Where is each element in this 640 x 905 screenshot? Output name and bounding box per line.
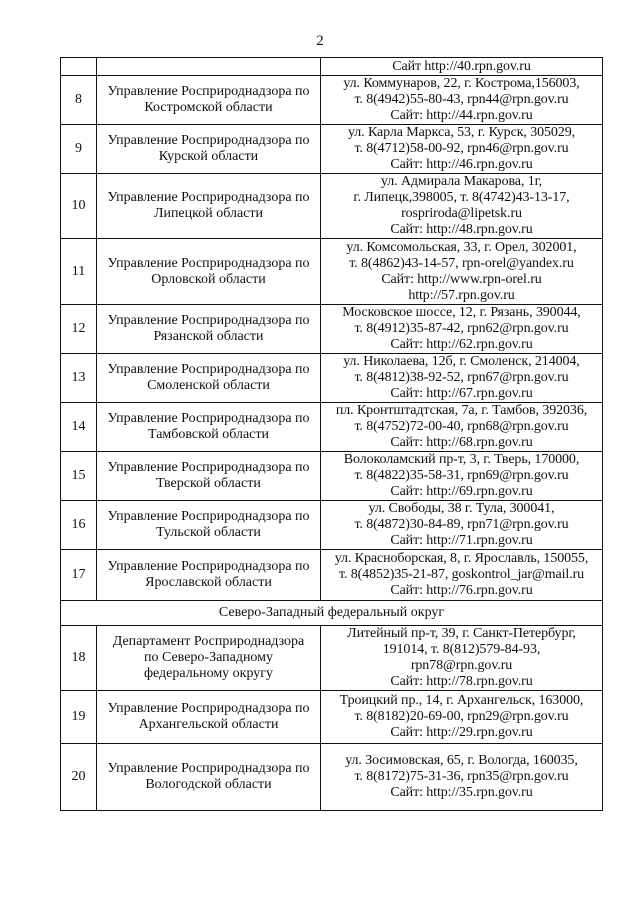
cell-line: т. 8(4822)35-58-31, rpn69@rpn.gov.ru <box>354 468 569 483</box>
office-address-cell <box>321 403 603 452</box>
cell-line: т. 8(4752)72-00-40, rpn68@rpn.gov.ru <box>354 419 569 434</box>
row-number-cell: 11 <box>61 239 97 305</box>
cell-line: ул. Красноборская, 8, г. Ярославль, 150055, <box>334 551 589 566</box>
office-name-cell <box>97 76 321 125</box>
offices-table-body <box>61 58 603 811</box>
cell-line: ул. Николаева, 12б, г. Смоленск, 214004, <box>343 354 580 369</box>
cell-line: Сайт: http://71.rpn.gov.ru <box>390 533 533 548</box>
office-address-cell <box>321 58 603 76</box>
office-name-cell <box>97 58 321 76</box>
cell-line: Управление Росприроднадзора по <box>107 701 310 716</box>
cell-line: т. 8(4852)35-21-87, goskontrol_jar@mail.ru <box>338 567 585 582</box>
table-row <box>61 626 603 691</box>
row-number-cell: 16 <box>61 501 97 550</box>
cell-line: ул. Свободы, 38 г. Тула, 300041, <box>368 501 555 516</box>
row-number-cell: 18 <box>61 626 97 691</box>
row-number-cell <box>61 58 97 76</box>
office-name-cell <box>97 501 321 550</box>
cell-line: Троицкий пр., 14, г. Архангельск, 163000, <box>339 693 584 708</box>
cell-line: т. 8(4872)30-84-89, rpn71@rpn.gov.ru <box>354 517 569 532</box>
cell-line: Управление Росприроднадзора по <box>107 411 310 426</box>
cell-line: Московское шоссе, 12, г. Рязань, 390044, <box>342 305 581 320</box>
row-number-cell: 9 <box>61 125 97 174</box>
table-row <box>61 452 603 501</box>
cell-line: Липецкой области <box>153 206 264 221</box>
cell-line: Ярославской области <box>145 575 272 590</box>
office-name-cell <box>97 305 321 354</box>
cell-line: т. 8(4812)38-92-52, rpn67@rpn.gov.ru <box>354 370 569 385</box>
cell-line: Сайт: http://69.rpn.gov.ru <box>390 484 533 499</box>
table-row <box>61 501 603 550</box>
office-name-cell <box>97 354 321 403</box>
row-number-cell: 12 <box>61 305 97 354</box>
office-name-cell <box>97 744 321 811</box>
row-number-cell: 20 <box>61 744 97 811</box>
row-number-cell: 19 <box>61 691 97 744</box>
cell-line: Вологодской области <box>145 777 272 792</box>
cell-line: Управление Росприроднадзора по <box>107 559 310 574</box>
table-row <box>61 744 603 811</box>
cell-line: Управление Росприроднадзора по <box>107 761 310 776</box>
district-header: Северо-Западный федеральный округ <box>61 601 603 626</box>
table-row <box>61 550 603 601</box>
cell-line: Тверской области <box>156 476 261 491</box>
cell-line: Управление Росприроднадзора по <box>107 84 310 99</box>
cell-line: Управление Росприроднадзора по <box>107 460 310 475</box>
office-name-cell <box>97 239 321 305</box>
table-row <box>61 239 603 305</box>
cell-line: Смоленской области <box>147 378 270 393</box>
cell-line: Сайт: http://www.rpn-orel.ru <box>381 271 542 287</box>
office-address-cell <box>321 744 603 811</box>
cell-line: Архангельской области <box>138 717 279 732</box>
table-row <box>61 174 603 239</box>
cell-line: Управление Росприроднадзора по <box>107 255 310 271</box>
cell-line: Сайт: http://62.rpn.gov.ru <box>390 337 533 352</box>
cell-line: ул. Зосимовская, 65, г. Вологда, 160035, <box>345 753 578 768</box>
office-address-cell <box>321 550 603 601</box>
office-name-cell <box>97 403 321 452</box>
table-row-continuation <box>61 58 603 76</box>
office-address-cell <box>321 174 603 239</box>
cell-line: rpn78@rpn.gov.ru <box>410 658 513 673</box>
cell-line: ул. Коммунаров, 22, г. Кострома,156003, <box>343 76 580 91</box>
table-row <box>61 305 603 354</box>
cell-line: по Северо-Западному <box>143 650 274 665</box>
office-address-cell <box>321 76 603 125</box>
cell-line: Тульской области <box>156 525 261 540</box>
cell-line: Сайт: http://68.rpn.gov.ru <box>390 435 533 450</box>
office-name-cell <box>97 626 321 691</box>
cell-line: Рязанской области <box>153 329 264 344</box>
cell-line: Управление Росприроднадзора по <box>107 190 310 205</box>
office-address-cell <box>321 305 603 354</box>
cell-line: Тамбовской области <box>147 427 270 442</box>
office-address-cell <box>321 239 603 305</box>
table-row <box>61 403 603 452</box>
table-row <box>61 76 603 125</box>
cell-line: т. 8(4912)35-87-42, rpn62@rpn.gov.ru <box>354 321 569 336</box>
cell-line: Управление Росприроднадзора по <box>107 133 310 148</box>
cell-line: т. 8(8182)20-69-00, rpn29@rpn.gov.ru <box>354 709 569 724</box>
office-address-cell <box>321 501 603 550</box>
office-address-cell <box>321 452 603 501</box>
table-row <box>61 125 603 174</box>
row-number-cell: 15 <box>61 452 97 501</box>
cell-line: Сайт: http://29.rpn.gov.ru <box>390 725 533 740</box>
cell-line: Сайт: http://78.rpn.gov.ru <box>390 674 533 689</box>
cell-line: Сайт: http://76.rpn.gov.ru <box>390 583 533 598</box>
cell-line: http://57.rpn.gov.ru <box>408 287 515 303</box>
cell-line: rospriroda@lipetsk.ru <box>401 206 522 221</box>
cell-line: Сайт: http://44.rpn.gov.ru <box>390 108 533 123</box>
cell-line: т. 8(4862)43-14-57, rpn-orel@yandex.ru <box>349 255 574 271</box>
table-row <box>61 354 603 403</box>
cell-line: г. Липецк,398005, т. 8(4742)43-13-17, <box>353 190 570 205</box>
cell-line: Орловской области <box>151 271 266 287</box>
office-address-cell <box>321 691 603 744</box>
office-name-cell <box>97 125 321 174</box>
cell-line: Костромской области <box>144 100 273 115</box>
cell-line: Управление Росприроднадзора по <box>107 313 310 328</box>
cell-line: Курской области <box>158 149 259 164</box>
district-header-row <box>61 601 603 626</box>
row-number-cell: 8 <box>61 76 97 125</box>
cell-line: т. 8(4942)55-80-43, rpn44@rpn.gov.ru <box>354 92 569 107</box>
office-address-cell <box>321 626 603 691</box>
cell-line: Сайт: http://67.rpn.gov.ru <box>390 386 533 401</box>
office-name-cell <box>97 452 321 501</box>
cell-line: т. 8(8172)75-31-36, rpn35@rpn.gov.ru <box>354 769 569 784</box>
cell-line: Управление Росприроднадзора по <box>107 362 310 377</box>
table-row <box>61 691 603 744</box>
row-number-cell: 17 <box>61 550 97 601</box>
cell-line: ул. Карла Маркса, 53, г. Курск, 305029, <box>347 125 576 140</box>
cell-line: 191014, т. 8(812)579-84-93, <box>382 642 541 657</box>
cell-line: ул. Адмирала Макарова, 1г, <box>380 174 543 189</box>
office-name-cell <box>97 550 321 601</box>
cell-line: Сайт: http://48.rpn.gov.ru <box>390 222 533 237</box>
cell-line: т. 8(4712)58-00-92, rpn46@rpn.gov.ru <box>354 141 569 156</box>
cell-line: Литейный пр-т, 39, г. Санкт-Петербург, <box>347 626 576 641</box>
page-number: 2 <box>316 33 324 49</box>
cell-line: Сайт http://40.rpn.gov.ru <box>392 58 531 74</box>
row-number-cell: 10 <box>61 174 97 239</box>
row-number-cell: 14 <box>61 403 97 452</box>
cell-line: пл. Кронтштадтская, 7а, г. Тамбов, 392036, <box>335 403 588 418</box>
cell-line: федеральному округу <box>143 666 274 681</box>
office-name-cell <box>97 691 321 744</box>
office-address-cell <box>321 354 603 403</box>
row-number-cell: 13 <box>61 354 97 403</box>
offices-table <box>60 57 603 811</box>
cell-line: Управление Росприроднадзора по <box>107 509 310 524</box>
cell-line: Сайт: http://35.rpn.gov.ru <box>390 785 533 800</box>
office-address-cell <box>321 125 603 174</box>
cell-line: Сайт: http://46.rpn.gov.ru <box>390 157 533 172</box>
cell-line: Департамент Росприроднадзора <box>112 634 305 649</box>
office-name-cell <box>97 174 321 239</box>
cell-line: ул. Комсомольская, 33, г. Орел, 302001, <box>346 239 577 255</box>
cell-line: Волоколамский пр-т, 3, г. Тверь, 170000, <box>343 452 580 467</box>
